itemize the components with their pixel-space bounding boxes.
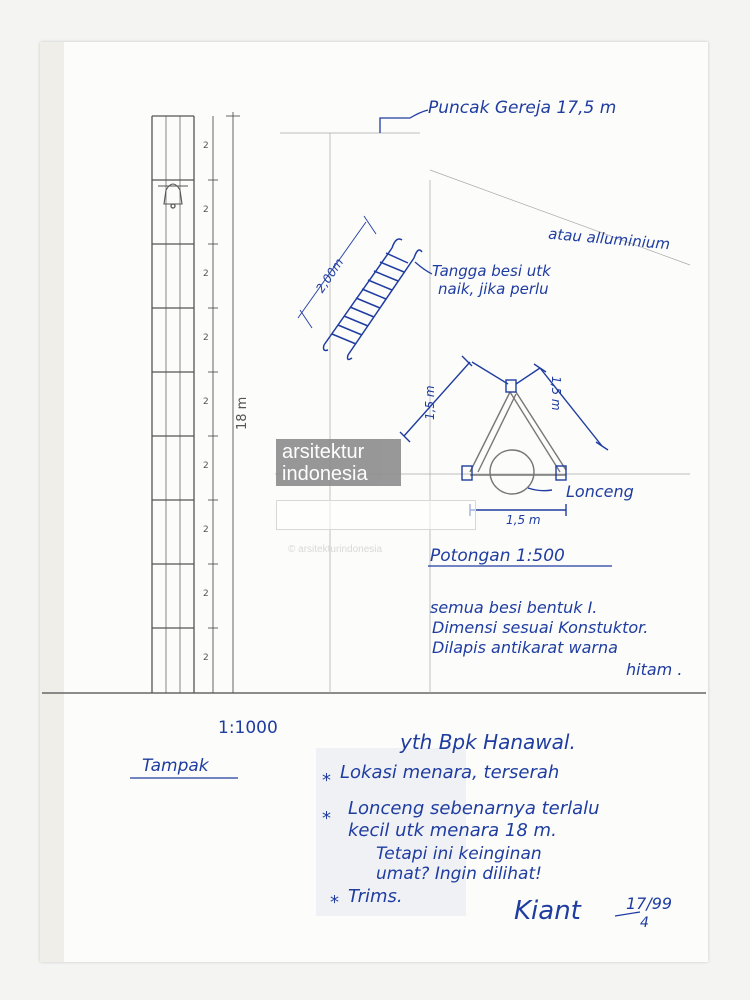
letter-bullet-1: * — [322, 770, 331, 791]
section-title: Potongan 1:500 — [430, 546, 565, 566]
signature: Kiant — [514, 896, 581, 926]
letter-bullet-3: * — [330, 892, 339, 913]
section-left-dimension: 1,5 m — [423, 385, 437, 420]
alt-material-label: atau alluminium — [547, 224, 671, 254]
watermark-logo — [276, 439, 401, 486]
height-dimension-label: 18 m — [235, 396, 250, 430]
peak-leader — [380, 110, 428, 133]
segment-label-4: 2 — [203, 333, 209, 343]
watermark-url: © arsitekturindonesia — [288, 544, 383, 555]
letter-bullet-2: * — [322, 808, 331, 829]
segment-label-1: 2 — [203, 141, 209, 151]
note-line-1: semua besi bentuk I. — [430, 598, 598, 617]
tower-elevation — [152, 116, 194, 693]
segment-label-8: 2 — [203, 589, 209, 599]
segment-label-7: 2 — [203, 525, 209, 535]
note-line-2: Dimensi sesuai Konstuktor. — [432, 618, 649, 637]
letter-line-1: Lokasi menara, terserah — [340, 762, 560, 783]
segment-label-3: 2 — [203, 269, 209, 279]
watermark-box — [276, 500, 476, 530]
letter-line-6: Trims. — [348, 886, 403, 907]
segment-label-5: 2 — [203, 397, 209, 407]
letter-greeting: yth Bpk Hanawal. — [400, 730, 576, 754]
segment-label-6: 2 — [203, 461, 209, 471]
watermark-line2: indonesia — [282, 463, 368, 485]
note-line-4: hitam . — [626, 660, 683, 679]
letter-line-3: kecil utk menara 18 m. — [348, 820, 557, 841]
ladder-length-label: 2,00m — [313, 255, 347, 296]
letter-line-2: Lonceng sebenarnya terlalu — [348, 798, 600, 819]
ladder-label-line1: Tangga besi utk — [432, 262, 551, 280]
watermark-line1: arsitektur — [282, 441, 365, 463]
date-bottom: 4 — [640, 915, 649, 931]
section-bottom-dimension: 1,5 m — [506, 513, 541, 527]
letter-line-5: umat? Ingin dilihat! — [376, 864, 542, 884]
date-top: 17/99 — [626, 894, 673, 913]
peak-height-label: Puncak Gereja 17,5 m — [428, 98, 617, 118]
segment-label-9: 2 — [203, 653, 209, 663]
elevation-scale: 1:1000 — [218, 718, 278, 738]
elevation-title: Tampak — [142, 756, 209, 776]
segment-label-2: 2 — [203, 205, 209, 215]
ladder-leader — [415, 262, 432, 274]
ladder-label-line2: naik, jika perlu — [438, 280, 549, 298]
letter-line-4: Tetapi ini keinginan — [376, 844, 542, 864]
section-right-dimension: 1,5 m — [549, 376, 563, 411]
bell-label: Lonceng — [566, 482, 634, 501]
note-line-3: Dilapis antikarat warna — [432, 638, 618, 657]
